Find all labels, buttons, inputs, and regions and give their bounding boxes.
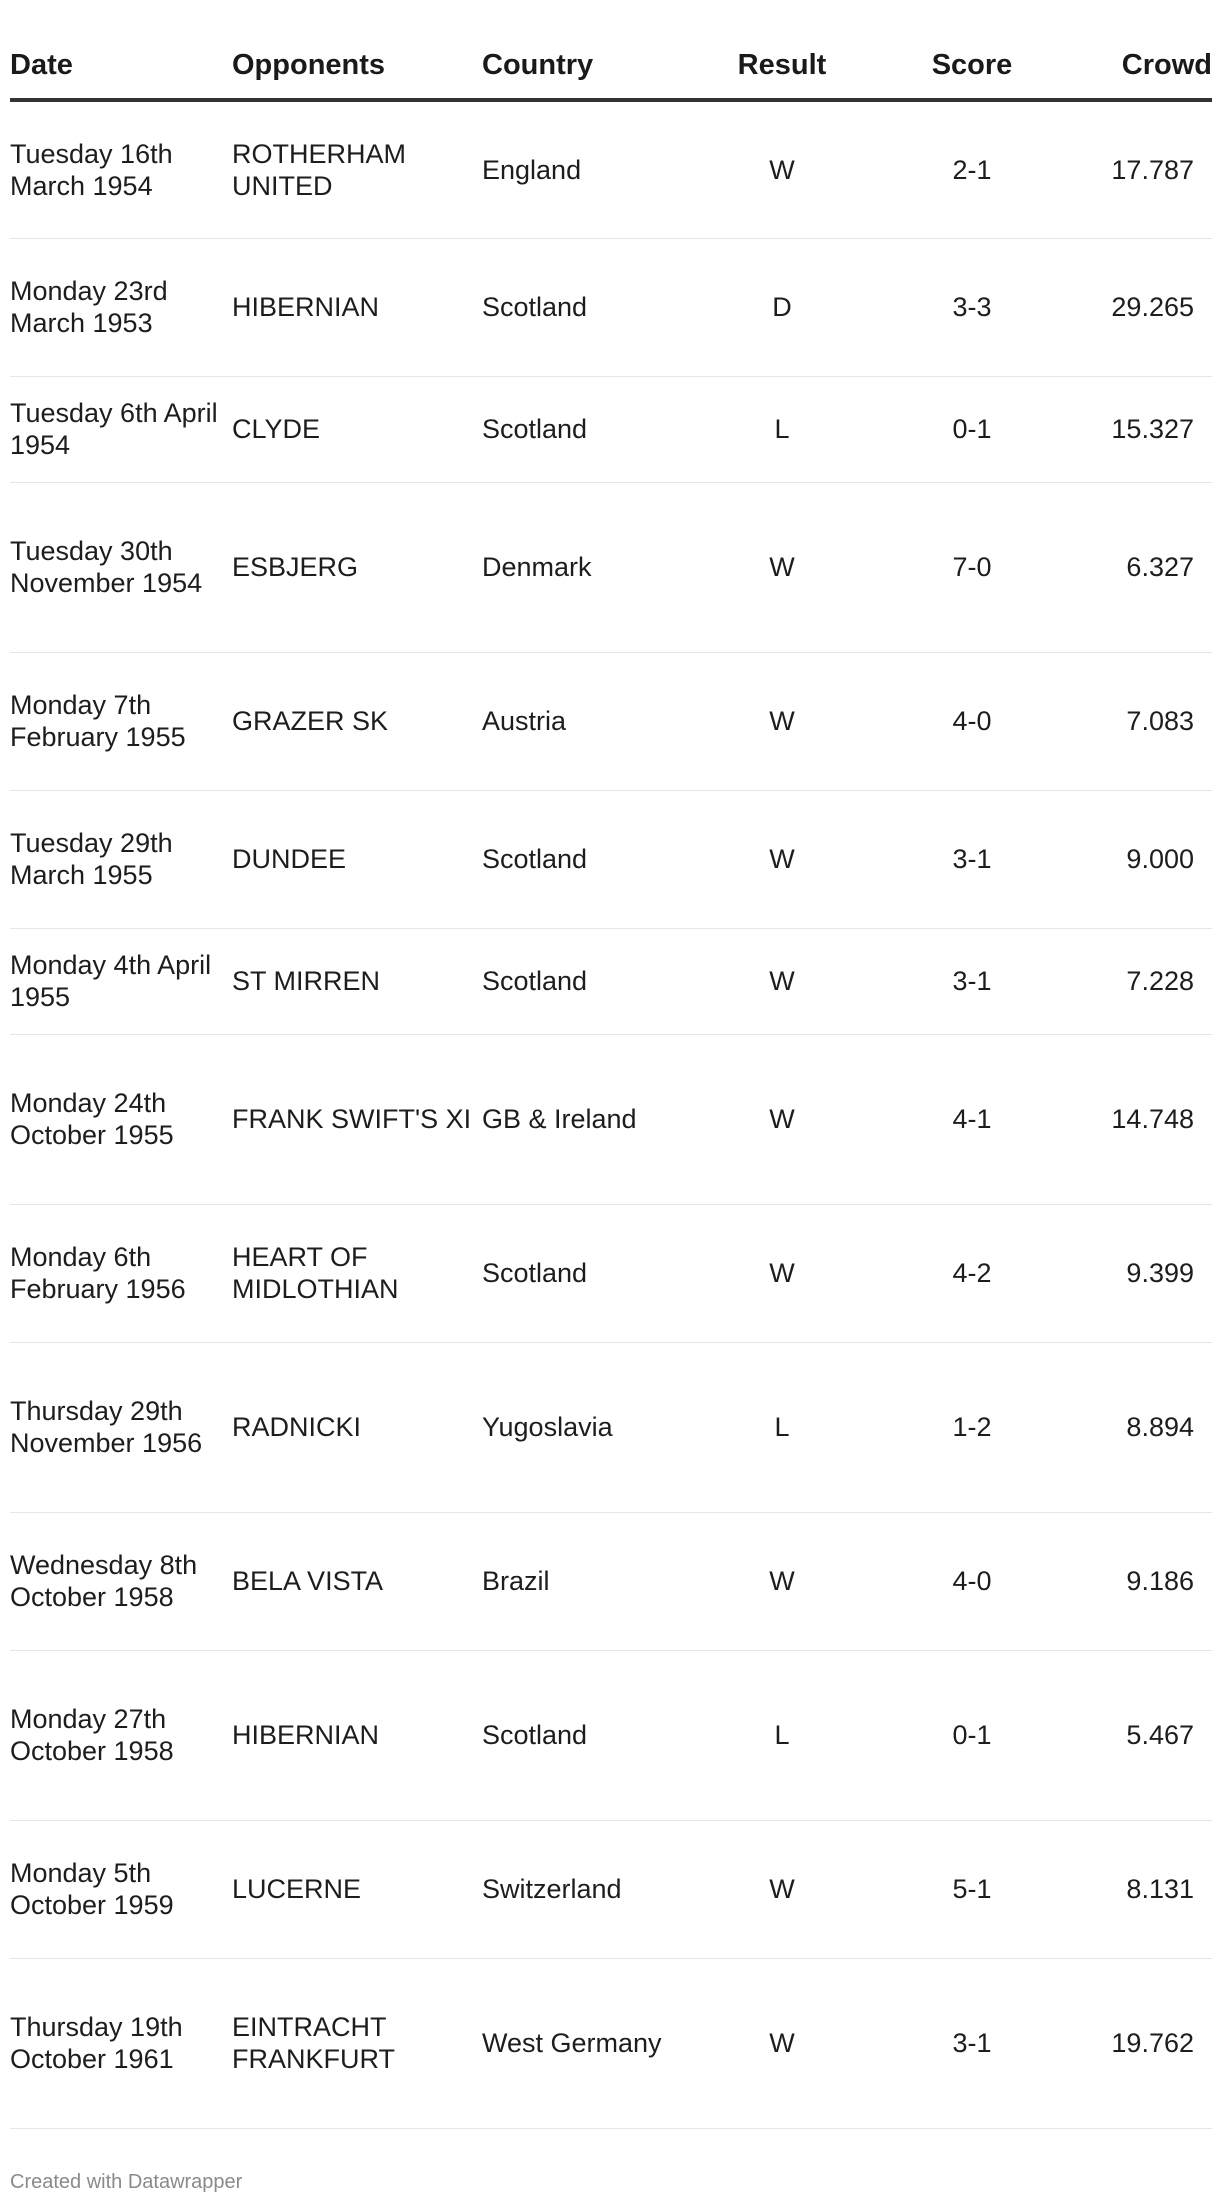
- cell-result-text: W: [769, 706, 795, 736]
- cell-score: [852, 1342, 1092, 1512]
- cell-country-text: Scotland: [482, 414, 588, 444]
- cell-score: [852, 100, 1092, 238]
- cell-date: [10, 1204, 232, 1342]
- cell-date: [10, 1820, 232, 1958]
- cell-date: [10, 652, 232, 790]
- cell-country-text: Scotland: [482, 1720, 588, 1750]
- cell-country-text: Brazil: [482, 1566, 550, 1596]
- cell-crowd-text: 15.327: [1111, 414, 1194, 444]
- cell-score: [852, 652, 1092, 790]
- cell-result: [712, 376, 852, 482]
- cell-result-text: W: [769, 552, 795, 582]
- table-row: [10, 790, 1212, 928]
- cell-opponents: [232, 1034, 482, 1204]
- cell-country: [482, 376, 712, 482]
- cell-crowd-text: 6.327: [1126, 552, 1194, 582]
- cell-score: [852, 1512, 1092, 1650]
- datawrapper-credit: Created with Datawrapper: [10, 2171, 243, 2193]
- cell-country: [482, 1342, 712, 1512]
- cell-score-text: 3-3: [952, 292, 992, 322]
- cell-date: [10, 1650, 232, 1820]
- cell-country: [482, 1034, 712, 1204]
- cell-result-text: D: [772, 292, 792, 322]
- cell-score-text: 4-0: [952, 1566, 992, 1596]
- cell-country: [482, 928, 712, 1034]
- cell-result-text: W: [769, 1874, 795, 1904]
- cell-crowd: [1092, 1958, 1212, 2128]
- cell-crowd: [1092, 238, 1212, 376]
- cell-result: [712, 1034, 852, 1204]
- cell-date-text: Monday 23rd March 1953: [10, 276, 168, 338]
- table-row: [10, 1204, 1212, 1342]
- cell-country: [482, 482, 712, 652]
- cell-result: [712, 790, 852, 928]
- cell-opponents: [232, 1342, 482, 1512]
- table-row: [10, 652, 1212, 790]
- cell-country: [482, 652, 712, 790]
- cell-result: [712, 1342, 852, 1512]
- cell-score-text: 7-0: [952, 552, 992, 582]
- cell-country: [482, 1650, 712, 1820]
- header-score[interactable]: Score: [852, 0, 1092, 100]
- cell-date-text: Tuesday 6th April 1954: [10, 398, 218, 460]
- cell-opponents: [232, 1820, 482, 1958]
- cell-result: [712, 1204, 852, 1342]
- table-row: [10, 1034, 1212, 1204]
- cell-result-text: W: [769, 966, 795, 996]
- cell-crowd-text: 5.467: [1126, 1720, 1194, 1750]
- cell-score: [852, 482, 1092, 652]
- cell-score-text: 4-0: [952, 706, 992, 736]
- cell-opponents-text: BELA VISTA: [232, 1566, 384, 1596]
- cell-date-text: Monday 4th April 1955: [10, 950, 212, 1012]
- cell-country-text: Scotland: [482, 844, 588, 874]
- cell-date-text: Thursday 29th November 1956: [10, 1396, 203, 1458]
- cell-date-text: Monday 27th October 1958: [10, 1704, 174, 1766]
- cell-crowd-text: 7.228: [1126, 966, 1194, 996]
- cell-country-text: GB & Ireland: [482, 1104, 637, 1134]
- cell-country: [482, 238, 712, 376]
- cell-date-text: Tuesday 29th March 1955: [10, 828, 173, 890]
- cell-crowd: [1092, 376, 1212, 482]
- cell-crowd: [1092, 1512, 1212, 1650]
- cell-opponents: [232, 376, 482, 482]
- cell-crowd-text: 7.083: [1126, 706, 1194, 736]
- cell-country-text: Austria: [482, 706, 567, 736]
- cell-date: [10, 1512, 232, 1650]
- cell-opponents-text: EINTRACHT FRANKFURT: [232, 2012, 396, 2074]
- cell-score-text: 3-1: [952, 966, 992, 996]
- cell-country: [482, 1204, 712, 1342]
- cell-score: [852, 790, 1092, 928]
- cell-country-text: Scotland: [482, 292, 588, 322]
- cell-score-text: 2-1: [952, 154, 992, 185]
- cell-result: [712, 928, 852, 1034]
- table-row: [10, 376, 1212, 482]
- cell-result: [712, 1958, 852, 2128]
- cell-score-text: 0-1: [952, 1720, 992, 1750]
- cell-date-text: Monday 7th February 1955: [10, 690, 186, 752]
- cell-result: [712, 1512, 852, 1650]
- cell-country-text: Switzerland: [482, 1874, 622, 1904]
- cell-result-text: L: [774, 1720, 790, 1750]
- cell-result-text: L: [774, 414, 790, 444]
- cell-score-text: 4-1: [952, 1104, 992, 1134]
- cell-date-text: Tuesday 30th November 1954: [10, 536, 203, 598]
- table-row: [10, 482, 1212, 652]
- cell-crowd: [1092, 790, 1212, 928]
- cell-country: [482, 1820, 712, 1958]
- cell-crowd-text: 29.265: [1111, 292, 1194, 322]
- cell-score-text: 4-2: [952, 1258, 992, 1288]
- cell-result: [712, 1820, 852, 1958]
- cell-score: [852, 1204, 1092, 1342]
- cell-opponents-text: FRANK SWIFT'S XI: [232, 1104, 472, 1134]
- cell-country-text: England: [482, 154, 582, 185]
- cell-score: [852, 1958, 1092, 2128]
- cell-result: [712, 652, 852, 790]
- header-country[interactable]: Country: [482, 0, 712, 100]
- cell-opponents-text: LUCERNE: [232, 1874, 362, 1904]
- cell-result-text: W: [769, 844, 795, 874]
- cell-opponents: [232, 1512, 482, 1650]
- cell-score: [852, 1820, 1092, 1958]
- cell-opponents-text: CLYDE: [232, 414, 321, 444]
- cell-country: [482, 100, 712, 238]
- header-opponents[interactable]: Opponents: [232, 0, 482, 100]
- cell-crowd: [1092, 1820, 1212, 1958]
- cell-crowd-text: 9.186: [1126, 1566, 1194, 1596]
- cell-country-text: Denmark: [482, 552, 592, 582]
- table-row: [10, 1342, 1212, 1512]
- header-result[interactable]: Result: [712, 0, 852, 100]
- cell-result-text: L: [774, 1412, 790, 1442]
- cell-crowd: [1092, 1650, 1212, 1820]
- cell-score-text: 3-1: [952, 2028, 992, 2058]
- cell-country-text: Scotland: [482, 966, 588, 996]
- table-row: [10, 1820, 1212, 1958]
- cell-opponents-text: GRAZER SK: [232, 706, 389, 736]
- cell-opponents: [232, 238, 482, 376]
- table-row: [10, 928, 1212, 1034]
- table-body: [10, 100, 1212, 2128]
- cell-score: [852, 1034, 1092, 1204]
- cell-score-text: 5-1: [952, 1874, 992, 1904]
- cell-country-text: Scotland: [482, 1258, 588, 1288]
- cell-date-text: Thursday 19th October 1961: [10, 2012, 183, 2074]
- cell-opponents: [232, 1958, 482, 2128]
- cell-opponents: [232, 928, 482, 1034]
- cell-crowd-text: 19.762: [1111, 2028, 1194, 2058]
- cell-crowd-text: 14.748: [1111, 1104, 1194, 1134]
- cell-opponents-text: RADNICKI: [232, 1412, 362, 1442]
- matches-table: [10, 0, 1212, 2129]
- cell-date: [10, 1034, 232, 1204]
- cell-score-text: 3-1: [952, 844, 992, 874]
- cell-result-text: W: [769, 1566, 795, 1596]
- cell-score-text: 1-2: [952, 1412, 992, 1442]
- cell-result: [712, 482, 852, 652]
- cell-result: [712, 1650, 852, 1820]
- cell-country-text: Yugoslavia: [482, 1412, 613, 1442]
- cell-date: [10, 928, 232, 1034]
- cell-result-text: W: [769, 1258, 795, 1288]
- cell-result-text: W: [769, 2028, 795, 2058]
- cell-opponents-text: ESBJERG: [232, 552, 359, 582]
- cell-crowd: [1092, 100, 1212, 238]
- cell-date-text: Monday 24th October 1955: [10, 1088, 174, 1150]
- cell-date-text: Monday 5th October 1959: [10, 1858, 174, 1920]
- cell-score: [852, 928, 1092, 1034]
- cell-crowd-text: 17.787: [1111, 154, 1194, 185]
- cell-country: [482, 790, 712, 928]
- cell-score: [852, 1650, 1092, 1820]
- cell-crowd: [1092, 482, 1212, 652]
- cell-opponents-text: HEART OF MIDLOTHIAN: [232, 1242, 399, 1304]
- cell-result: [712, 238, 852, 376]
- cell-country: [482, 1512, 712, 1650]
- matches-table-container: [10, 0, 1212, 2129]
- cell-opponents: [232, 100, 482, 238]
- cell-date-text: Tuesday 16th March 1954: [10, 138, 173, 201]
- cell-date: [10, 376, 232, 482]
- table-header: [10, 0, 1212, 100]
- table-row: [10, 1650, 1212, 1820]
- cell-opponents-text: ROTHERHAM UNITED: [232, 138, 406, 201]
- cell-opponents: [232, 652, 482, 790]
- table-row: [10, 1958, 1212, 2128]
- cell-date: [10, 1958, 232, 2128]
- cell-opponents: [232, 482, 482, 652]
- cell-opponents-text: ST MIRREN: [232, 966, 381, 996]
- cell-crowd: [1092, 652, 1212, 790]
- cell-crowd: [1092, 1204, 1212, 1342]
- cell-score: [852, 376, 1092, 482]
- cell-crowd: [1092, 1034, 1212, 1204]
- cell-date: [10, 238, 232, 376]
- cell-crowd-text: 8.131: [1126, 1874, 1194, 1904]
- header-row: [10, 0, 1212, 100]
- cell-crowd: [1092, 928, 1212, 1034]
- cell-opponents: [232, 1204, 482, 1342]
- cell-opponents: [232, 790, 482, 928]
- cell-crowd-text: 9.000: [1126, 844, 1194, 874]
- table-row: [10, 238, 1212, 376]
- cell-score-text: 0-1: [952, 414, 992, 444]
- cell-crowd: [1092, 1342, 1212, 1512]
- cell-date-text: Wednesday 8th October 1958: [10, 1550, 198, 1612]
- cell-result-text: W: [769, 1104, 795, 1134]
- cell-date-text: Monday 6th February 1956: [10, 1242, 186, 1304]
- header-crowd[interactable]: Crowd: [1092, 0, 1212, 100]
- table-row: [10, 100, 1212, 238]
- cell-date: [10, 790, 232, 928]
- cell-opponents: [232, 1650, 482, 1820]
- cell-crowd-text: 8.894: [1126, 1412, 1194, 1442]
- cell-country: [482, 1958, 712, 2128]
- cell-opponents-text: HIBERNIAN: [232, 292, 380, 322]
- cell-date: [10, 1342, 232, 1512]
- cell-crowd-text: 9.399: [1126, 1258, 1194, 1288]
- cell-opponents-text: HIBERNIAN: [232, 1720, 380, 1750]
- cell-result-text: W: [769, 154, 795, 185]
- cell-country-text: West Germany: [482, 2028, 662, 2058]
- cell-result: [712, 100, 852, 238]
- table-row: [10, 1512, 1212, 1650]
- header-date[interactable]: Date: [10, 0, 232, 100]
- cell-date: [10, 482, 232, 652]
- cell-score: [852, 238, 1092, 376]
- cell-opponents-text: DUNDEE: [232, 844, 347, 874]
- cell-date: [10, 100, 232, 238]
